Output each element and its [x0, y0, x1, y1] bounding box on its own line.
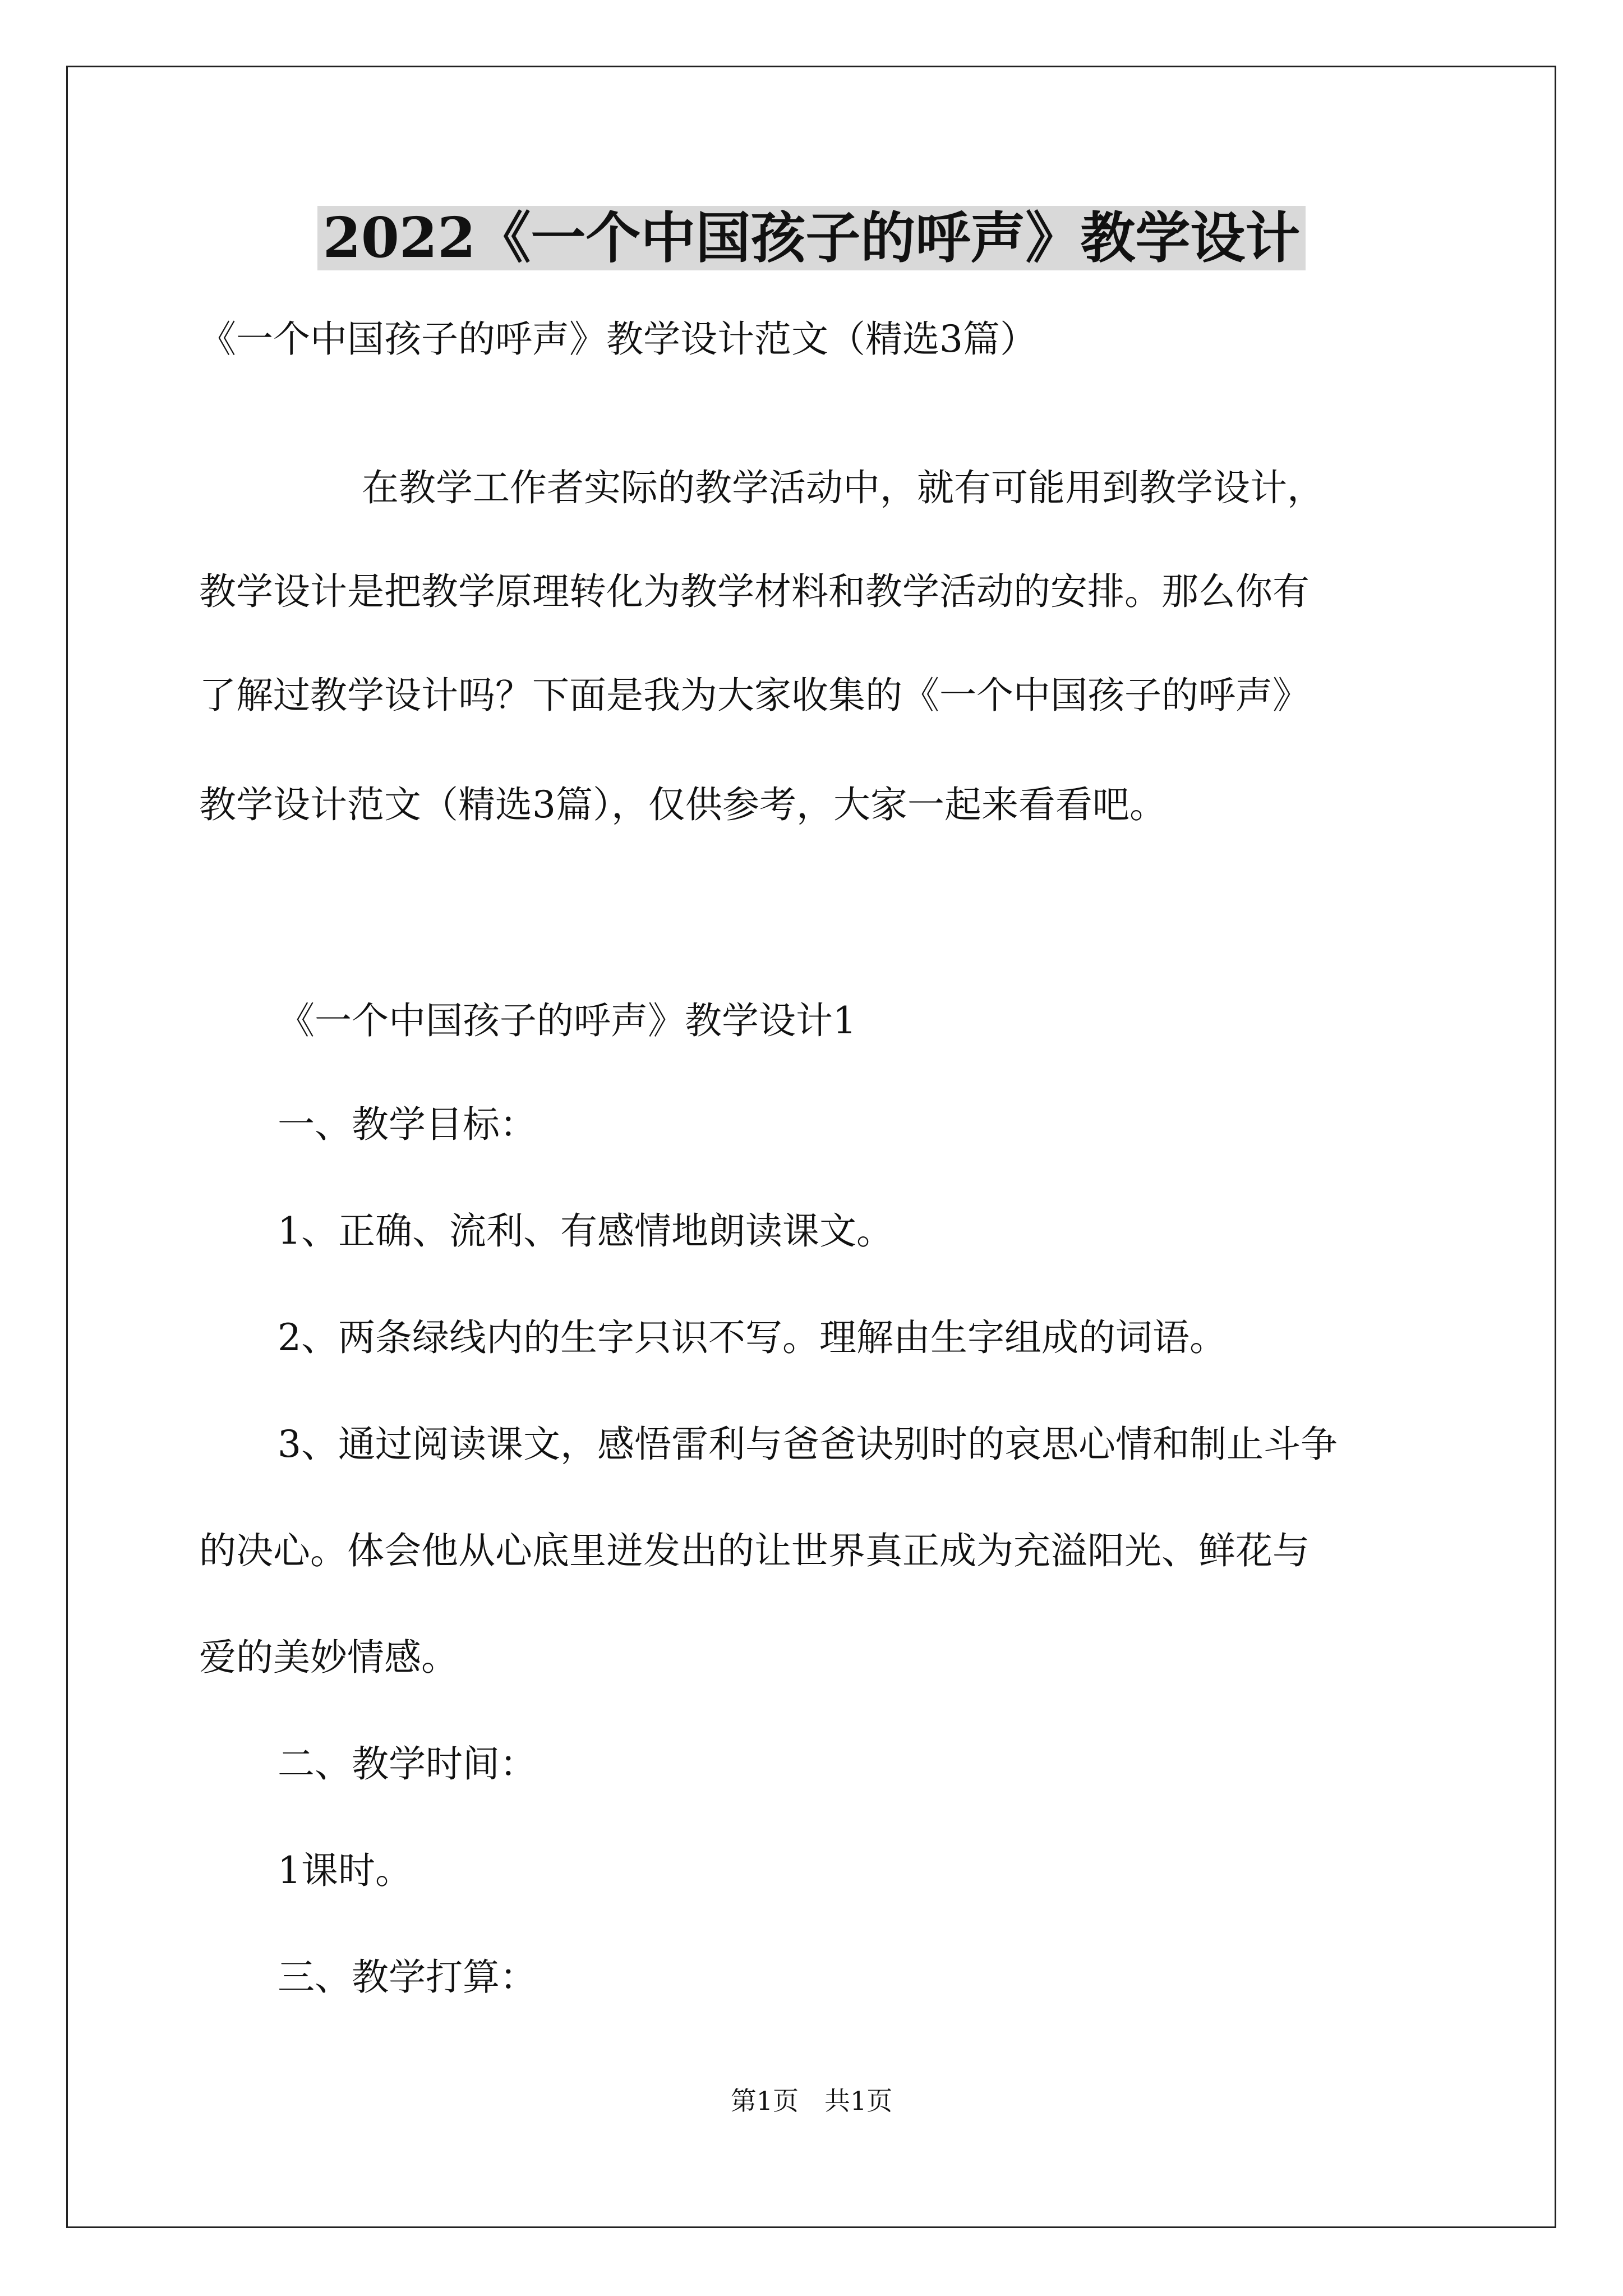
intro-line-2: 教学设计是把教学原理转化为教学材料和教学活动的安排。那么你有 — [199, 570, 1310, 613]
plan-heading: 三、教学打算： — [278, 1955, 537, 1999]
document-title — [0, 199, 1623, 278]
time-heading: 二、教学时间： — [278, 1742, 537, 1786]
objective-3-line-3: 爱的美妙情感。 — [199, 1636, 458, 1679]
intro-line-4: 教学设计范文（精选3篇），仅供参考，大家一起来看看吧。 — [199, 783, 1166, 826]
objective-1: 1、正确、流利、有感情地朗读课文。 — [278, 1209, 893, 1253]
objective-3-line-1: 3、通过阅读课文，感悟雷利与爸爸诀别时的哀思心情和制止斗争 — [278, 1423, 1338, 1466]
objective-2: 2、两条绿线内的生字只识不写。理解由生字组成的词语。 — [278, 1316, 1227, 1359]
intro-line-3: 了解过教学设计吗？下面是我为大家收集的《一个中国孩子的呼声》 — [199, 674, 1310, 717]
objective-3-line-2: 的决心。体会他从心底里迸发出的让世界真正成为充溢阳光、鲜花与 — [199, 1529, 1310, 1572]
document-subtitle: 《一个中国孩子的呼声》教学设计范文（精选3篇） — [199, 318, 1037, 361]
page-footer: 第1页 共1页 — [730, 2086, 893, 2116]
section-heading: 《一个中国孩子的呼声》教学设计1 — [278, 999, 856, 1042]
objectives-heading: 一、教学目标： — [278, 1103, 537, 1146]
document-title-text: 2022《一个中国孩子的呼声》教学设计 — [317, 206, 1306, 270]
time-value: 1课时。 — [278, 1849, 412, 1892]
intro-line-1: 在教学工作者实际的教学活动中，就有可能用到教学设计， — [362, 466, 1324, 509]
